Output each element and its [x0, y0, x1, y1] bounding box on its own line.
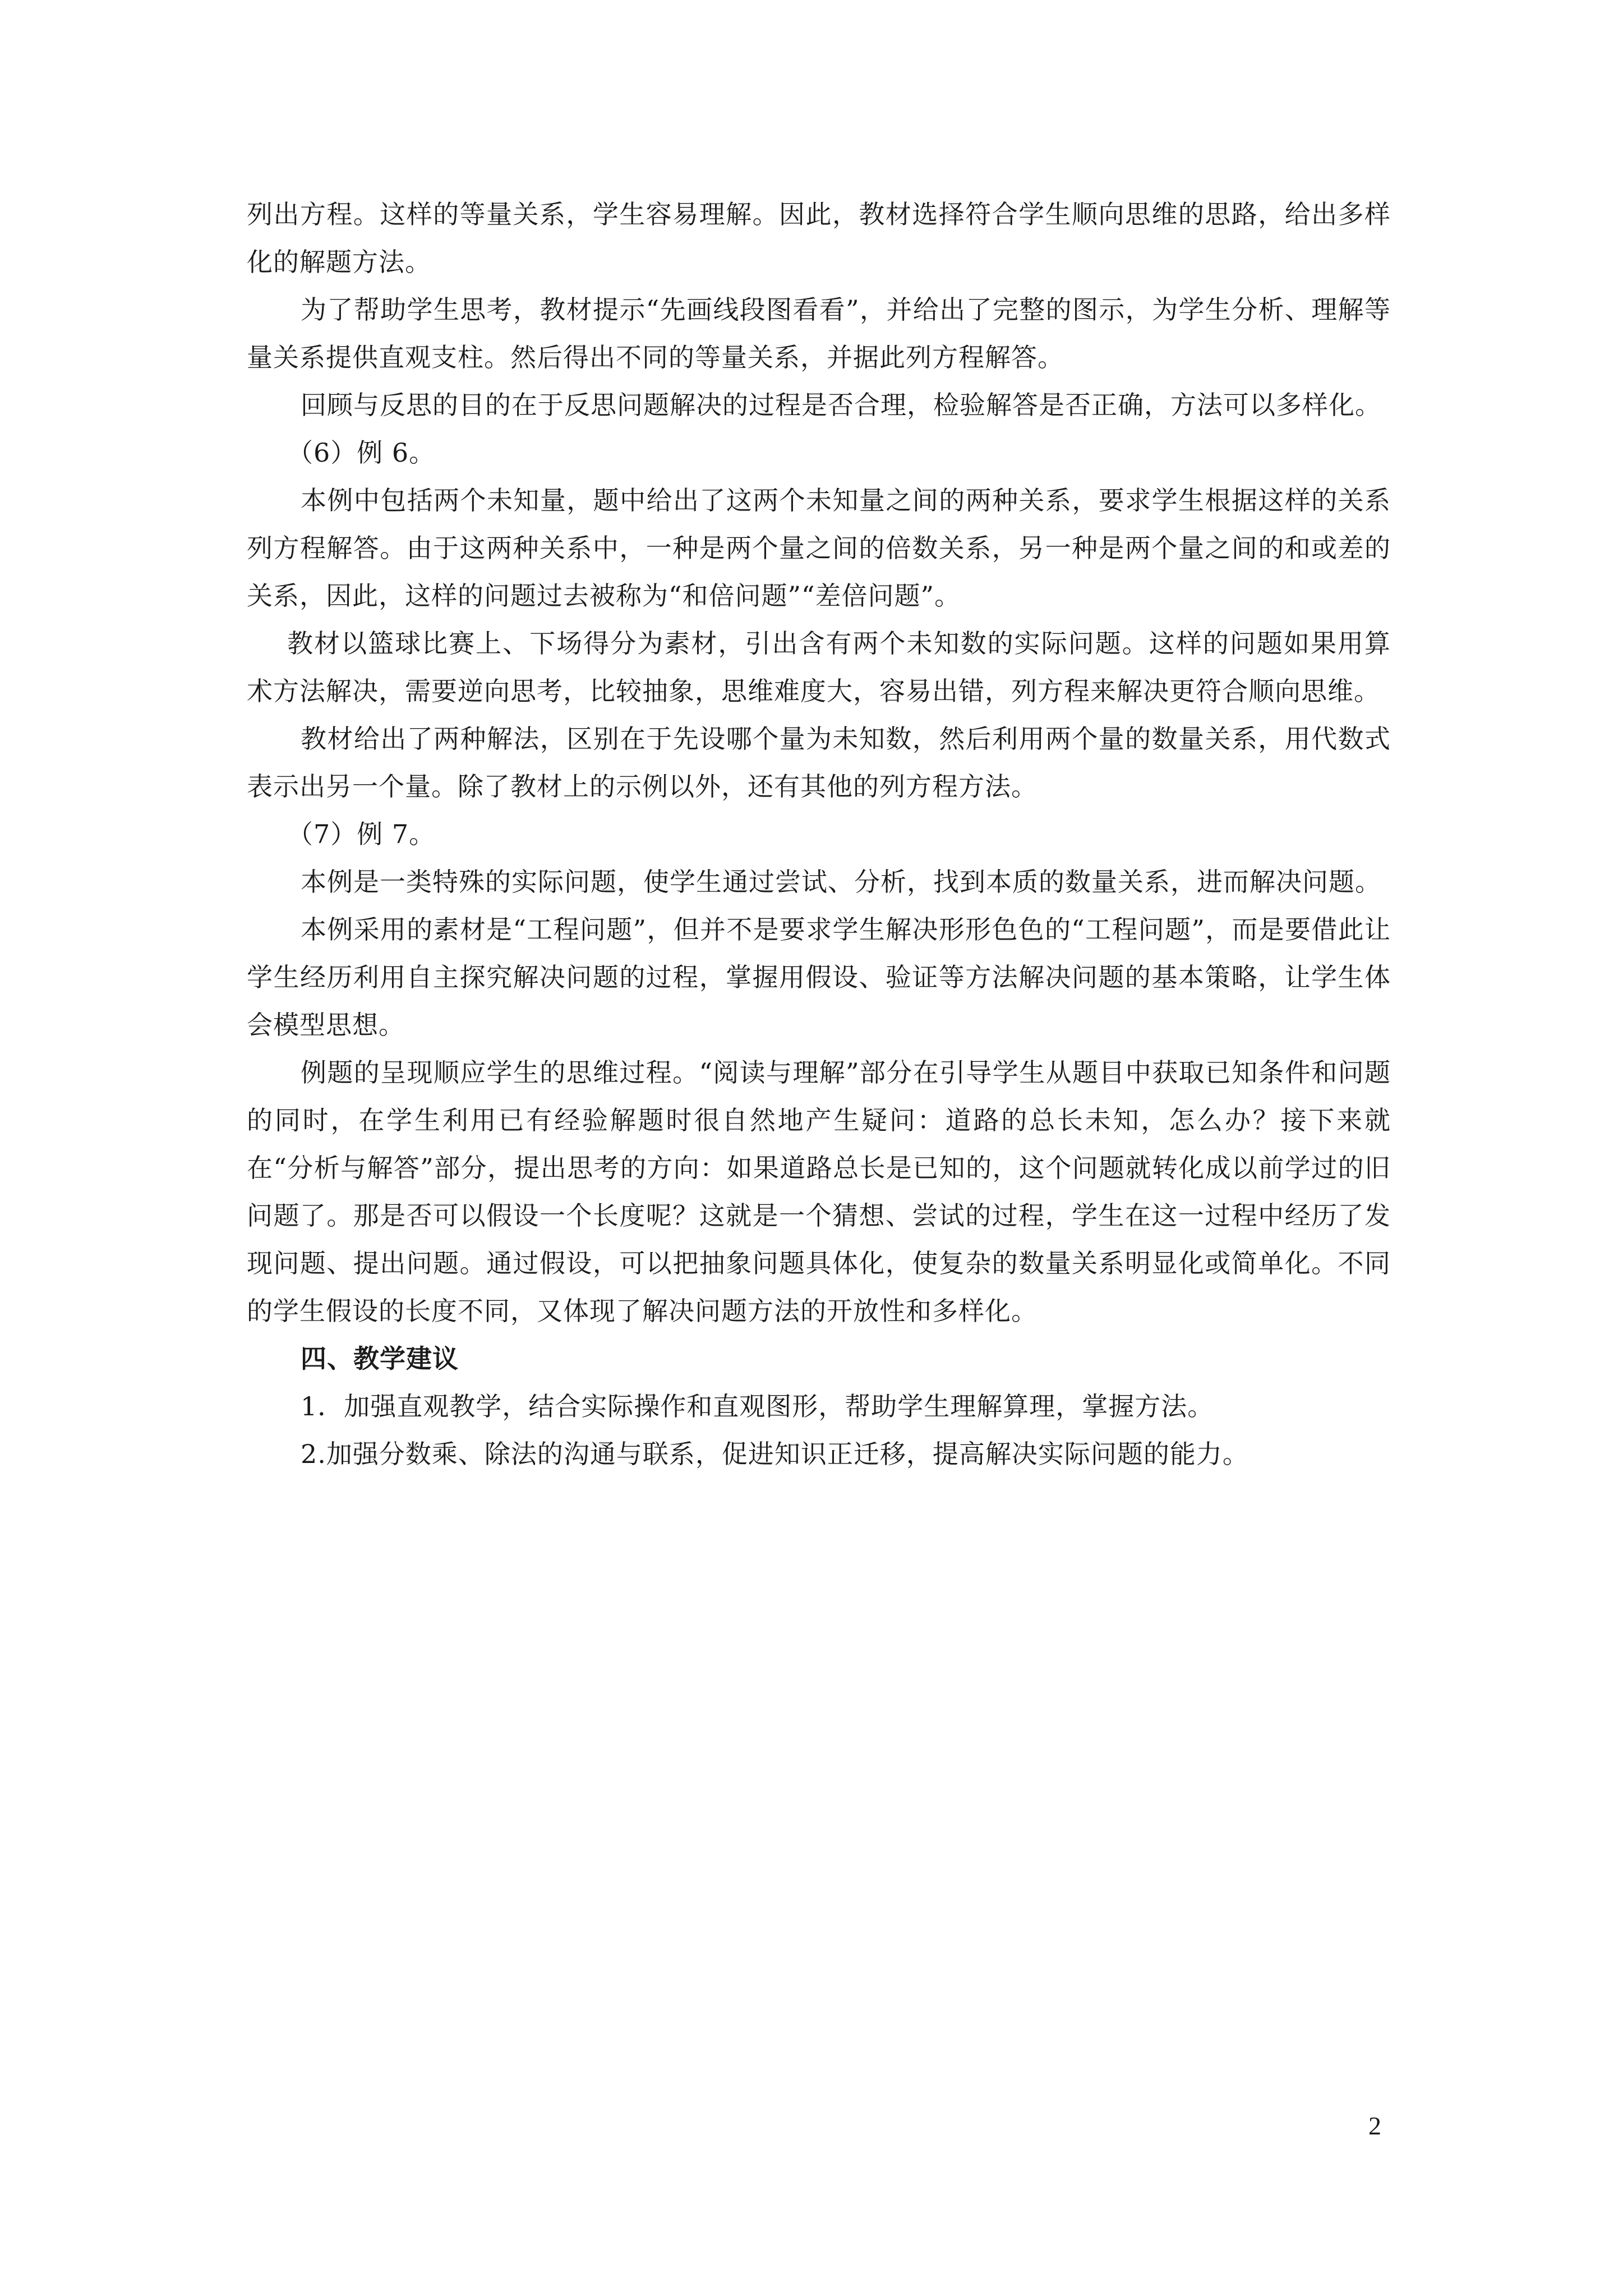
- paragraph-6: 教材以篮球比赛上、下场得分为素材，引出含有两个未知数的实际问题。这样的问题如果用算术方法解决，需要逆向思考，比较抽象，思维难度大，容易出错，列方程来解决更符合顺向思维。: [247, 628, 1391, 706]
- example-7-label: （7）例 7。: [287, 819, 436, 849]
- paragraph-2: 为了帮助学生思考，教材提示“先画线段图看看”，并给出了完整的图示，为学生分析、理解等量关系提供直观支柱。然后得出不同的等量关系，并据此列方程解答。: [247, 295, 1391, 372]
- paragraph-3: 回顾与反思的目的在于反思问题解决的过程是否合理，检验解答是否正确，方法可以多样化。: [301, 390, 1381, 420]
- paragraph-9: 本例是一类特殊的实际问题，使学生通过尝试、分析，找到本质的数量关系，进而解决问题。: [301, 867, 1381, 897]
- paragraph-10: 本例采用的素材是“工程问题”，但并不是要求学生解决形形色色的“工程问题”，而是要借此让学生经历利用自主探究解决问题的过程，掌握用假设、验证等方法解决问题的基本策略，让学生体会模型思想。: [247, 914, 1391, 1040]
- example-6-label: （6）例 6。: [287, 438, 436, 468]
- suggestion-2: 2.加强分数乘、除法的沟通与联系，促进知识正迁移，提高解决实际问题的能力。: [301, 1439, 1249, 1469]
- paragraph-11: 例题的呈现顺应学生的思维过程。“阅读与理解”部分在引导学生从题目中获取已知条件和问题的同时，在学生利用已有经验解题时很自然地产生疑问：道路的总长未知，怎么办？接下来就在“分析与解答”部分，提出思考的方向：如果道路总长是已知的，这个问题就转化成以前学过的旧问题了。那是否可以假设一个长度呢？这就是一个猜想、尝试的过程，学生在这一过程中经历了发现问题、提出问题。通过假设，可以把抽象问题具体化，使复杂的数量关系明显化或简单化。不同的学生假设的长度不同，又体现了解决问题方法的开放性和多样化。: [247, 1057, 1391, 1326]
- paragraph-7: 教材给出了两种解法，区别在于先设哪个量为未知数，然后利用两个量的数量关系，用代数式表示出另一个量。除了教材上的示例以外，还有其他的列方程方法。: [247, 724, 1391, 802]
- paragraph-1: 列出方程。这样的等量关系，学生容易理解。因此，教材选择符合学生顺向思维的思路，给出多样化的解题方法。: [247, 199, 1391, 277]
- document-body: [247, 191, 1391, 1478]
- page-number: 2: [1368, 2111, 1381, 2140]
- section-heading: 四、教学建议: [301, 1343, 459, 1374]
- paragraph-5: 本例中包括两个未知量，题中给出了这两个未知量之间的两种关系，要求学生根据这样的关系列方程解答。由于这两种关系中，一种是两个量之间的倍数关系，另一种是两个量之间的和或差的关系，因此，这样的问题过去被称为“和倍问题”“差倍问题”。: [247, 485, 1391, 611]
- suggestion-1: 1．加强直观教学，结合实际操作和直观图形，帮助学生理解算理，掌握方法。: [301, 1391, 1214, 1421]
